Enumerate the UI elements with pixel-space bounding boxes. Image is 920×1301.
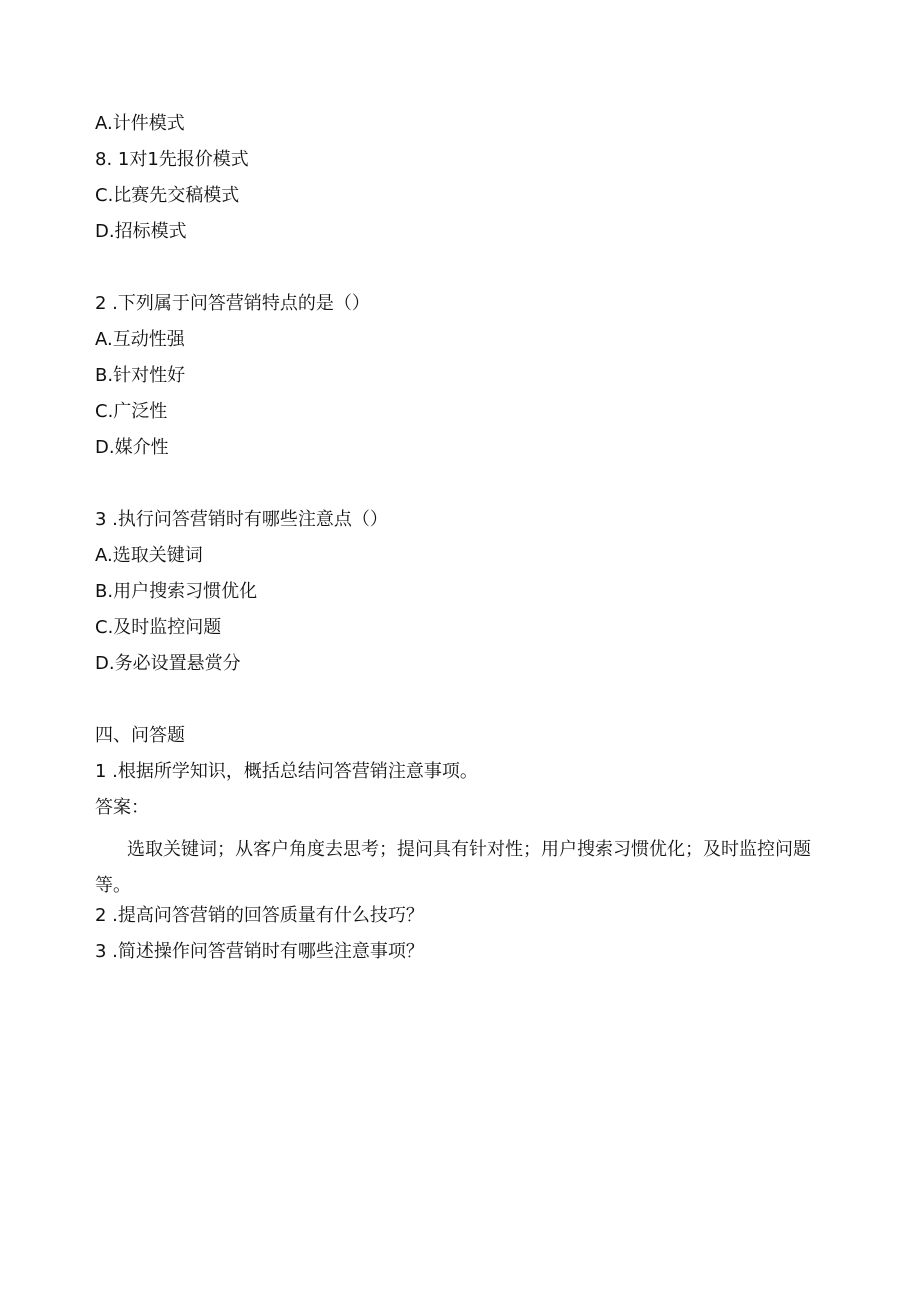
- essay-question-2: 2 .提高问答营销的回答质量有什么技巧？: [95, 905, 424, 926]
- answer-paragraph: 选取关键词；从客户角度去思考；提问具有针对性；用户搜索习惯优化；及时监控问题等。: [95, 839, 811, 896]
- section-heading: 四、问答题: [95, 725, 185, 746]
- q2-option-d: D.媒介性: [95, 437, 169, 458]
- q2-option-a: A.互动性强: [95, 329, 185, 350]
- essay-question-3: 3 .简述操作问答营销时有哪些注意事项？: [95, 941, 424, 962]
- q3-option-d: D.务必设置悬赏分: [95, 653, 241, 674]
- essay-question-1: 1 .根据所学知识，概括总结问答营销注意事项。: [95, 761, 478, 782]
- answer-label: 答案：: [95, 797, 149, 818]
- q1-option-a: A.计件模式: [95, 113, 185, 134]
- q3-option-a: A.选取关键词: [95, 545, 203, 566]
- q3-option-b: B.用户搜索习惯优化: [95, 581, 258, 602]
- q3-option-c: C.及时监控问题: [95, 617, 222, 638]
- q2-question: 2 .下列属于问答营销特点的是（）: [95, 293, 370, 314]
- q2-option-c: C.广泛性: [95, 401, 168, 422]
- q1-option-d: D.招标模式: [95, 221, 187, 242]
- q1-option-b: 8. 1对1先报价模式: [95, 149, 249, 170]
- q1-option-c: C.比赛先交稿模式: [95, 185, 240, 206]
- q3-question: 3 .执行问答营销时有哪些注意点（）: [95, 509, 388, 530]
- q2-option-b: B.针对性好: [95, 365, 186, 386]
